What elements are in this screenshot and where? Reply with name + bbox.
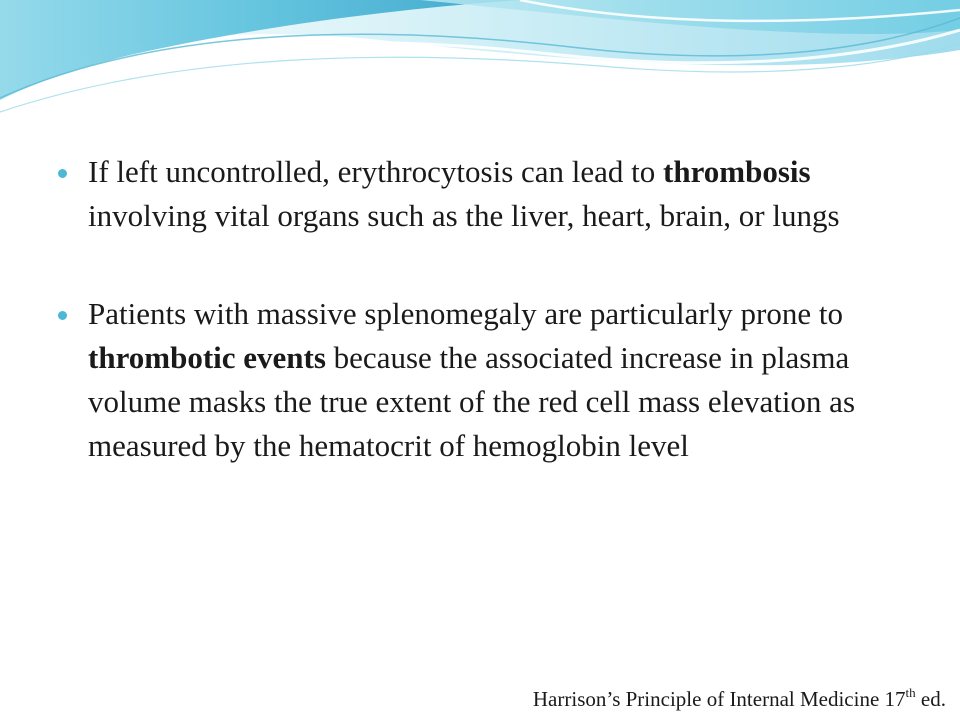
header-wave-decoration xyxy=(0,0,960,120)
bullet-bold-term: thrombotic events xyxy=(88,340,326,375)
bullet-bold-term: thrombosis xyxy=(663,154,811,189)
bullet-text-after: involving vital organs such as the liver, heart, brain, or lungs xyxy=(88,198,840,233)
bullet-text-before: Patients with massive splenomegaly are particularly prone to xyxy=(88,296,843,331)
source-citation xyxy=(533,686,946,712)
bullet-item-thrombosis xyxy=(58,150,908,238)
bullet-text-before: If left uncontrolled, erythrocytosis can lead to xyxy=(88,154,664,189)
citation-superscript: th xyxy=(905,685,916,700)
bullet-dot-icon xyxy=(58,169,67,178)
citation-end: ed. xyxy=(915,687,946,711)
citation-main: Harrison’s Principle of Internal Medicine 17 xyxy=(532,687,906,711)
bullet-list xyxy=(58,150,908,468)
bullet-text-after: because the associated increase in plasma volume masks the true extent of the red cell mass elevation as measured by the hematocrit of hemoglobin level xyxy=(88,340,856,463)
bullet-dot-icon xyxy=(58,311,67,320)
bullet-item-splenomegaly xyxy=(58,292,908,468)
